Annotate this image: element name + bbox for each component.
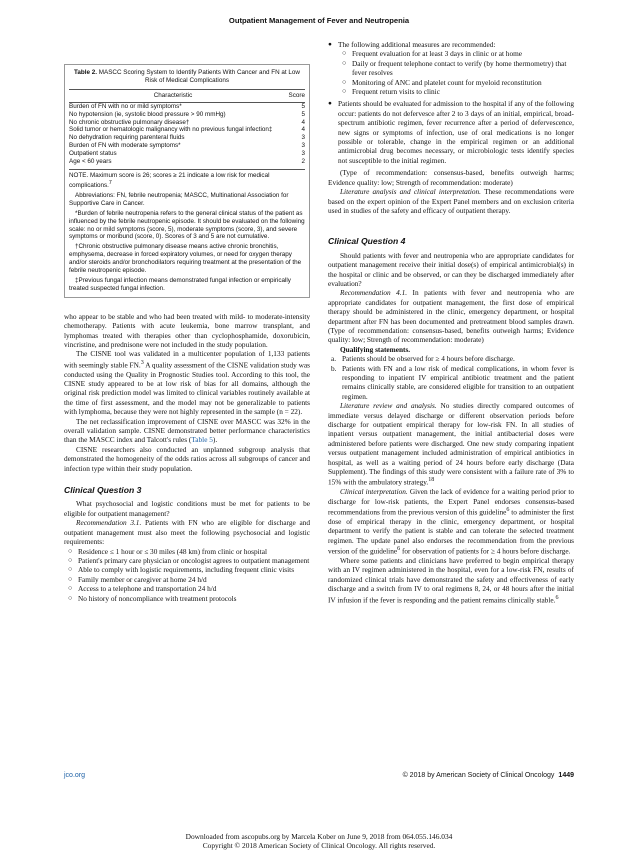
ref-link[interactable]: 7: [108, 179, 112, 186]
score-cell: 4: [301, 126, 305, 134]
running-head: Outpatient Management of Fever and Neutropenia: [228, 16, 410, 25]
score-cell: 2: [277, 158, 305, 169]
score-cell: 5: [301, 110, 305, 118]
table-row: [69, 134, 305, 142]
table-row: [69, 102, 305, 110]
clinical-question-4-heading: Clinical Question 4: [328, 236, 406, 247]
list-item: b. Patients with FN and a low risk of medical complications, in whom fever is responding to inpatient IV empirical antibiotic treatment and the patient remains clinically stable, are considered eligible for transition to an outpatient regimen.: [331, 363, 574, 401]
clinical-question-3-heading: Clinical Question 3: [64, 485, 142, 496]
measures-list: [338, 49, 574, 96]
table-row: [69, 142, 305, 150]
list-item: a. Patients should be observed for ≥ 4 hours before discharge.: [331, 354, 515, 364]
recommendation-4-1: Recommendation 4.1. In patients with fever and neutropenia who are appropriate candidates for outpatient management, the first dose of empirical therapy should be administered in the clinic, emergency department, or hospital department after FN has been documented and pretreatment blood samples drawn. (Type of recommendation: consensus-based, benefits outweigh harms; Evidence quality: low; Strength of recommendation: moderate): [328, 288, 574, 345]
characteristic-cell: Burden of FN with no or mild symptoms*: [69, 102, 182, 110]
list-item: ○ Family member or caregiver at home 24 h/d: [64, 575, 310, 584]
paragraph: Clinical interpretation. Given the lack of evidence for a waiting period prior to discharge for low-risk patients, the Expert Panel endorses consensus-based recommendations from the previous version of this guideline$^6$ to administer the first dose of empirical therapy in the clinic, emergency department, or hospital department to verify the patient is stable and can tolerate the selected treatment regimen. The update panel also endorses the recommendation from the previous version of the guideline$^6$ for observation of patients for ≥ 4 hours before discharge.: [328, 487, 574, 556]
footer-copyright: © 2018 by American Society of Clinical Oncology 1449: [402, 772, 574, 779]
qualifying-list: [328, 354, 574, 401]
left-column: [64, 64, 310, 603]
table-footnote-star: *Burden of febrile neutropenia refers to the general clinical status of the patient as influenced by the febrile neutropenic episode. It should be evaluated on the following scale: no or mild symptoms (score, 5), moderate symptoms (score, 3), and severe symptoms or moribund (score, 0). Scores of 3 and 5 are not cumulative.: [69, 209, 305, 241]
list-item: ○ Frequent evaluation for at least 3 days in clinic or at home: [338, 49, 574, 58]
ref-link[interactable]: 6: [555, 594, 559, 601]
paragraph: (Type of recommendation: consensus-based, benefits outweigh harms; Evidence quality: low; Strength of recommendation: moderate): [328, 168, 574, 187]
table-5-link[interactable]: Table 5: [191, 435, 213, 445]
table-caption: MASCC Scoring System to Identify Patients With Cancer and FN at Low Risk of Medical Complications: [98, 69, 300, 84]
list-item: ○ Access to a telephone and transportation 24 h/d: [64, 584, 310, 593]
score-cell: 3: [301, 142, 305, 150]
ref-link[interactable]: 3: [140, 359, 144, 366]
characteristic-cell: Outpatient status: [69, 150, 117, 158]
table-notes: [69, 172, 305, 293]
table-row: [69, 119, 305, 127]
score-cell: 5: [301, 102, 305, 110]
table-footnote-ddagger: ‡Previous fungal infection means demonstrated fungal infection or empirically treated suspected fungal infection.: [69, 276, 291, 292]
table-label: Table 2.: [74, 69, 97, 76]
list-item: ○ Able to comply with logistic requirements, including frequent clinic visits: [64, 565, 310, 574]
question-text: What psychosocial and logistic conditions must be met for patients to be eligible for outpatient management?: [64, 499, 310, 518]
download-line: Downloaded from ascopubs.org by Marcela Kober on June 9, 2018 from 064.055.146.034: [185, 832, 453, 841]
characteristic-cell: No hypotension (ie, systolic blood pressure > 90 mmHg): [69, 110, 226, 118]
copyright-line: Copyright © 2018 American Society of Clinical Oncology. All rights reserved.: [202, 841, 436, 850]
ref-link[interactable]: 6: [506, 507, 510, 514]
paragraph: The net reclassification improvement of CISNE over MASCC was 32% in the overall validation sample. CISNE demonstrated better performance characteristics than the MASCC index and Talcott's rules (Table 5).: [64, 416, 310, 445]
list-item: ○ Residence ≤ 1 hour or ≤ 30 miles (48 km) from clinic or hospital: [64, 547, 310, 556]
ref-link[interactable]: 18: [428, 477, 435, 484]
list-item: ● The following additional measures are recommended: ○ Frequent evaluation for at least 3 days in clinic or at home ○ Daily or frequent telephone contact to verify (by home thermometry) that fever resolves ○ Monitoring of ANC and platelet count for myeloid reconstitution ○ Frequent return visits to clinic: [328, 40, 574, 96]
requirements-list: [64, 547, 310, 603]
table-row: [69, 158, 305, 169]
table-abbreviations: Abbreviations: FN, febrile neutropenia; MASCC, Multinational Association for Supportive Care in Cancer.: [69, 191, 289, 207]
mascc-table: [69, 89, 305, 170]
journal-link[interactable]: jco.org: [64, 772, 86, 779]
table-header-row: [69, 89, 305, 102]
download-notice: [0, 832, 638, 850]
characteristic-cell: Solid tumor or hematologic malignancy with no previous fungal infection‡: [69, 126, 273, 134]
list-item: ○ Daily or frequent telephone contact to verify (by home thermometry) that fever resolves: [338, 59, 574, 78]
list-item: ○ Monitoring of ANC and platelet count for myeloid reconstitution: [338, 78, 574, 87]
paragraph: Literature analysis and clinical interpretation. These recommendations were based on the expert opinion of the Expert Panel members and on exclusion criteria used in studies of the safety and efficacy of outpatient therapy.: [328, 187, 574, 215]
list-item: ○ Frequent return visits to clinic: [338, 87, 574, 96]
table-2: [64, 64, 310, 298]
paragraph: who appear to be stable and who had been treated with mild- to moderate-intensity chemotherapy. Patients with acute leukemia, bone marrow transplant, and lymphomas treated with therapies other than cyclophosphamide, doxorubicin, vincristine, and prednisone were not included in the study population.: [64, 311, 310, 349]
recommendation-3-1: Recommendation 3.1. Patients with FN who are eligible for discharge and outpatient management must also meet the following psychosocial and logistic requirements:: [64, 518, 310, 547]
characteristic-cell: No chronic obstructive pulmonary disease†: [69, 118, 190, 126]
list-item: ○ No history of noncompliance with treatment protocols: [64, 594, 310, 603]
table-row: [69, 150, 305, 158]
col-characteristic: Characteristic: [69, 89, 277, 102]
table-row: [69, 111, 305, 119]
paragraph: Where some patients and clinicians have preferred to begin empirical therapy with an IV regimen administered in the hospital, even for a low-risk FN, results of randomized clinical trials have demonstrated the safety and effectiveness of early discharge and a switch from IV to oral regimens 8, 24, or 48 hours after the initial IV infusion if the fever is responding and the patient remains clinically stable.$^6$: [328, 555, 574, 605]
list-item: ● Patients should be evaluated for admission to the hospital if any of the following occur: patients do not defervesce after 2 to 3 days of an initial, empirical, broad-spectrum antibiotic regimen, fever recurrence after a period of defervescence, new signs or symptoms of infection, use of oral medications is no longer possible or tolerable, change in the empirical regimen or an additional antimicrobial drug becomes necessary, or microbiologic tests identify species not susceptible to the initial regimen.: [328, 99, 574, 165]
bullet-list: [328, 40, 574, 165]
characteristic-cell: Burden of FN with moderate symptoms*: [69, 142, 181, 150]
question-text: Should patients with fever and neutropenia who are appropriate candidates for outpatient management receive their initial dose(s) of empirical antimicrobial(s) in the hospital or clinic and be observed, or can they be discharged immediately after evaluation?: [328, 250, 574, 288]
paragraph: CISNE researchers also conducted an unplanned subgroup analysis that demonstrated the homogeneity of the odds ratios across all subgroups of cancer and infection type within their study population.: [64, 444, 310, 473]
table-row: [69, 126, 305, 134]
score-cell: 4: [301, 118, 305, 126]
table-footnote-dagger: †Chronic obstructive pulmonary disease means active chronic bronchitis, emphysema, decrease in forced expiratory volumes, or need for oxygen therapy and/or steroids and/or bronchodilators requiring treatment at the presentation of the febrile neutropenic episode.: [69, 243, 302, 275]
qualifying-statements-heading: Qualifying statements.: [340, 344, 411, 354]
characteristic-cell: Age < 60 years: [69, 158, 277, 169]
table-note: NOTE. Maximum score is 26; scores ≥ 21 indicate a low risk for medical complications.$^7$: [69, 171, 270, 189]
score-cell: 3: [301, 150, 305, 158]
list-item: ○ Patient's primary care physician or oncologist agrees to outpatient management: [64, 556, 310, 565]
col-score: Score: [277, 89, 305, 102]
ref-link[interactable]: 6: [397, 546, 401, 553]
paragraph: The CISNE tool was validated in a multicenter population of 1,133 patients with seemingly stable FN.$^3$ A quality assessment of the CISNE validation study was conducted using the Quality in Prognostic Studies tool. According to this tool, the CISNE study appeared to be at low risk of bias for all domains, although the original risk prediction model was limited to clinical variables routinely available at the time of first assessment, and the model may not be generalizable to patients with lymphoma, because they were not highly represented in the sample (n = 22).: [64, 349, 310, 417]
paragraph: Literature review and analysis. No studies directly compared outcomes of immediate versus delayed discharge or different observation periods before discharge for outpatient empirical therapy for low-risk FN. In all studies of inpatient versus outpatient management, the initial antibacterial doses were administered before patients were discharged. One new study comparing inpatient versus outpatient management included administration of empirical antibiotics in hospital, as well as a waiting period of 24 hours before early discharge (Data Supplement). The findings of this study were consistent with a failure rate of 3% to 15% with the ambulatory strategy.$^{18}$: [328, 401, 574, 487]
characteristic-cell: No dehydration requiring parenteral fluids: [69, 134, 185, 142]
right-column: [328, 40, 574, 604]
score-cell: 3: [301, 134, 305, 142]
table-title: [69, 69, 305, 85]
page-number: 1449: [558, 772, 574, 779]
